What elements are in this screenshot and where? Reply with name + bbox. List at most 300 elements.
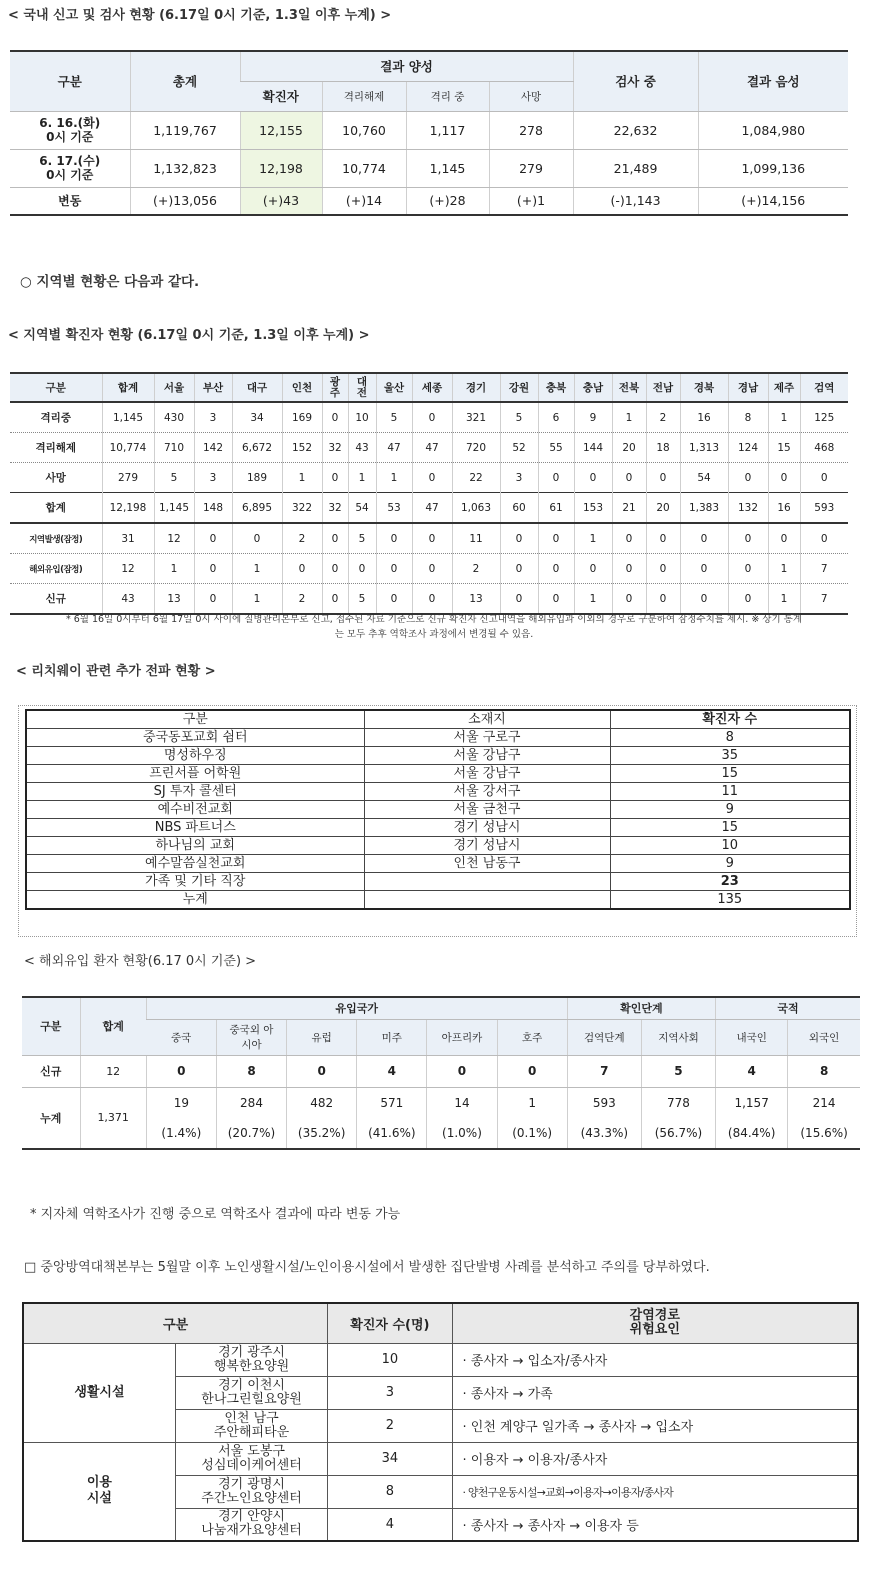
table-row (26, 855, 850, 873)
cell: 0 (612, 463, 646, 493)
cell: 12 (154, 523, 194, 554)
header-total: 합계 (80, 997, 146, 1055)
cell: 0 (768, 523, 800, 554)
cell-cumulative (716, 1087, 788, 1149)
footnote-line2: 는 모두 추후 역학조사 과정에서 변경될 수 있음. (334, 629, 534, 640)
location: 서울 금천구 (364, 801, 610, 819)
row-label: 격리해제 (10, 433, 102, 463)
cell: 0 (768, 463, 800, 493)
cell: 468 (800, 433, 848, 463)
cell: 10 (348, 402, 376, 433)
cell-cumulative (357, 1087, 427, 1149)
section4-caption: < 해외유입 환자 현황(6.17 0시 기준) > (24, 954, 257, 969)
cell: 0 (322, 523, 348, 554)
cell: 16 (768, 493, 800, 524)
facility-region: 서울 도봉구 (218, 1443, 285, 1459)
location: 경기 성남시 (364, 837, 610, 855)
header-region: 합계 (102, 373, 154, 402)
cell: 0 (800, 463, 848, 493)
cum-percent: (0.1%) (512, 1125, 553, 1140)
cell-death: (+)1 (489, 187, 573, 215)
cell: 20 (612, 433, 646, 463)
cell: 54 (348, 493, 376, 524)
infection-route: · 종사자 → 종사자 → 이용자 등 (452, 1508, 858, 1541)
cell-released: 10,760 (322, 111, 406, 149)
table-row (26, 873, 850, 891)
cell: 5 (154, 463, 194, 493)
cell: 5 (641, 1055, 715, 1087)
location: 인천 남동구 (364, 855, 610, 873)
cell: 2 (452, 554, 500, 584)
header-isolating: 격리 중 (406, 81, 489, 111)
header-region: 전북 (612, 373, 646, 402)
cell: 20 (646, 493, 680, 524)
cell: 47 (412, 493, 452, 524)
cell: 0 (800, 523, 848, 554)
case-count: 10 (610, 837, 850, 855)
facility (175, 1508, 327, 1541)
cell: 0 (376, 554, 412, 584)
table-row (10, 554, 848, 584)
table-row (26, 765, 850, 783)
cell: 8 (728, 402, 768, 433)
case-count: 35 (610, 747, 850, 765)
facility (175, 1409, 327, 1442)
cell: 0 (538, 554, 574, 584)
location: 서울 강남구 (364, 765, 610, 783)
table-row (23, 1343, 858, 1376)
row-label: 해외유입(잠정) (10, 554, 102, 584)
cell-negative: 1,084,980 (698, 111, 848, 149)
regional-footnote (14, 612, 854, 642)
cell: 13 (154, 584, 194, 615)
cell: 0 (680, 554, 728, 584)
infection-route: · 종사자 → 입소자/종사자 (452, 1343, 858, 1376)
facility-name: 주안해피타운 (213, 1424, 290, 1440)
cell-death: 279 (489, 149, 573, 187)
header-nationality: 국적 (716, 997, 860, 1019)
infection-route: · 이용자 → 이용자/종사자 (452, 1442, 858, 1475)
cum-percent: (15.6%) (800, 1125, 848, 1140)
cell: 9 (574, 402, 612, 433)
cell-isolating: 1,145 (406, 149, 489, 187)
cell: 0 (728, 554, 768, 584)
cum-percent: (35.2%) (297, 1125, 346, 1140)
row-label: 지역발생(잠정) (10, 523, 102, 554)
cell: 1 (376, 463, 412, 493)
row-label: 신규 (22, 1055, 80, 1087)
cell: 0 (612, 554, 646, 584)
facility-name: 예수비전교회 (26, 801, 364, 819)
cell: 124 (728, 433, 768, 463)
cell-isolating: (+)28 (406, 187, 489, 215)
cell: 1 (612, 402, 646, 433)
cell: 0 (728, 463, 768, 493)
cell: 0 (412, 523, 452, 554)
case-count: 11 (610, 783, 850, 801)
table-row (26, 747, 850, 765)
header-gubun: 구분 (23, 1303, 328, 1343)
cell: 1 (282, 463, 322, 493)
cell: 43 (102, 584, 154, 615)
cell: 144 (574, 433, 612, 463)
location: 서울 구로구 (364, 729, 610, 747)
cell-cumulative (497, 1087, 567, 1149)
facility-region: 경기 광명시 (218, 1476, 285, 1492)
cum-percent: (84.4%) (727, 1125, 776, 1140)
header-sub: 지역사회 (641, 1019, 715, 1055)
facility-region: 경기 광주시 (218, 1344, 285, 1360)
header-gubun: 구분 (10, 51, 130, 111)
cell: 0 (194, 523, 232, 554)
cell: 0 (646, 463, 680, 493)
cell: 34 (232, 402, 282, 433)
cell: 0 (538, 523, 574, 554)
cell: 61 (538, 493, 574, 524)
header-count: 확진자 수(명) (328, 1303, 452, 1343)
richway-table-frame (18, 705, 857, 937)
header-stage: 확인단계 (567, 997, 715, 1019)
cell: 5 (348, 523, 376, 554)
group-label-line: 이용 (86, 1475, 112, 1491)
cell: 0 (146, 1055, 216, 1087)
cum-value: 1 (528, 1095, 536, 1110)
row-label: 합계 (10, 493, 102, 524)
table-row (10, 402, 848, 433)
cell: 0 (376, 584, 412, 615)
facility-name: 하나님의 교회 (26, 837, 364, 855)
cum-percent: (1.4%) (161, 1125, 202, 1140)
infection-route: · 인천 계양구 일가족 → 종사자 → 입소자 (452, 1409, 858, 1442)
cell: 7 (567, 1055, 641, 1087)
cell: 5 (348, 584, 376, 615)
case-count: 8 (328, 1475, 452, 1508)
cum-percent: (41.6%) (368, 1125, 416, 1140)
cell-released: (+)14 (322, 187, 406, 215)
case-count: 2 (328, 1409, 452, 1442)
row-label: 격리중 (10, 402, 102, 433)
infection-route: · 양천구운동시설→교회→이용자→이용자/종사자 (452, 1475, 858, 1508)
cell: 0 (282, 554, 322, 584)
cell: 32 (322, 493, 348, 524)
cell: 0 (322, 554, 348, 584)
cell-testing: 21,489 (573, 149, 698, 187)
cell: 1 (574, 523, 612, 554)
cell: 2 (282, 584, 322, 615)
cell: 169 (282, 402, 322, 433)
cell: 1 (232, 554, 282, 584)
cell: 60 (500, 493, 538, 524)
row-label: 변동 (10, 187, 130, 215)
header-region: 인천 (282, 373, 322, 402)
cell: 0 (287, 1055, 357, 1087)
header-sub: 유럽 (287, 1019, 357, 1055)
cell: 2 (646, 402, 680, 433)
cell: 152 (282, 433, 322, 463)
domestic-test-status-table (10, 50, 848, 216)
cell: 1 (768, 402, 800, 433)
header-positive: 결과 양성 (240, 51, 573, 81)
cell-confirmed: (+)43 (240, 187, 322, 215)
cell: 0 (412, 463, 452, 493)
table-row (26, 837, 850, 855)
cell-cumulative (641, 1087, 715, 1149)
imported-cases-table (22, 996, 860, 1150)
cell: 0 (574, 463, 612, 493)
header-sub: 미주 (357, 1019, 427, 1055)
header-death: 사망 (489, 81, 573, 111)
cell: 430 (154, 402, 194, 433)
cell: 0 (322, 402, 348, 433)
header-sub: 내국인 (716, 1019, 788, 1055)
table-row (10, 493, 848, 524)
cell: 16 (680, 402, 728, 433)
facility-name: 성심데이케어센터 (201, 1457, 302, 1473)
header-confirmed: 확진자 (240, 81, 322, 111)
cum-value: 593 (592, 1095, 616, 1110)
group-label (23, 1442, 175, 1541)
table-row (10, 111, 848, 149)
cell: 2 (282, 523, 322, 554)
cum-value: 14 (454, 1095, 470, 1110)
header-cell: 소재지 (364, 710, 610, 729)
case-count: 10 (328, 1343, 452, 1376)
cell: 0 (500, 584, 538, 615)
header-sub: 중국 (146, 1019, 216, 1055)
cell: 125 (800, 402, 848, 433)
table-row (22, 1055, 860, 1087)
cell: 3 (194, 402, 232, 433)
cell: 0 (412, 584, 452, 615)
header-released: 격리해제 (322, 81, 406, 111)
cell: 0 (322, 463, 348, 493)
cell: 13 (452, 584, 500, 615)
cell: 1 (348, 463, 376, 493)
cell: 1 (232, 584, 282, 615)
cell: 1,063 (452, 493, 500, 524)
cell-total: 1,132,823 (130, 149, 240, 187)
facility-name: 한나그린힐요양원 (201, 1391, 302, 1407)
cell: 10,774 (102, 433, 154, 463)
facility-region: 인천 남구 (224, 1410, 279, 1426)
cell: 593 (800, 493, 848, 524)
infection-route: · 종사자 → 가족 (452, 1376, 858, 1409)
table-row (26, 891, 850, 910)
cell: 22 (452, 463, 500, 493)
header-text: 광주 (329, 375, 341, 399)
table-row (22, 1087, 860, 1149)
cell-released: 10,774 (322, 149, 406, 187)
cell-negative: 1,099,136 (698, 149, 848, 187)
cell: 5 (376, 402, 412, 433)
cell: 0 (612, 584, 646, 615)
cell: 0 (427, 1055, 497, 1087)
imported-footnote: * 지자체 역학조사가 진행 중으로 역학조사 결과에 따라 변동 가능 (30, 1207, 401, 1222)
header-region: 검역 (800, 373, 848, 402)
header-region (322, 373, 348, 402)
header-testing: 검사 중 (573, 51, 698, 111)
cell: 710 (154, 433, 194, 463)
cell: 15 (768, 433, 800, 463)
header-region: 대구 (232, 373, 282, 402)
case-count: 9 (610, 855, 850, 873)
case-count: 15 (610, 819, 850, 837)
header-region: 경북 (680, 373, 728, 402)
cell: 0 (538, 584, 574, 615)
cell: 1,145 (102, 402, 154, 433)
cell: 1,383 (680, 493, 728, 524)
cum-value: 214 (812, 1095, 836, 1110)
cell: 279 (102, 463, 154, 493)
group-label-line: 시설 (86, 1491, 112, 1507)
cell: 1 (154, 554, 194, 584)
cell: 148 (194, 493, 232, 524)
facility-name: 중국동포교회 쉼터 (26, 729, 364, 747)
table-row (10, 584, 848, 615)
section2-caption: < 지역별 확진자 현황 (6.17일 0시 기준, 1.3일 이후 누계) > (8, 328, 370, 343)
header-region: 충남 (574, 373, 612, 402)
facility (175, 1442, 327, 1475)
cell: 6,895 (232, 493, 282, 524)
regional-cases-table (10, 372, 848, 615)
cell-total: 12 (80, 1055, 146, 1087)
cell: 32 (322, 433, 348, 463)
table-row (10, 523, 848, 554)
cell: 1 (768, 584, 800, 615)
cell: 0 (412, 554, 452, 584)
cell: 0 (412, 402, 452, 433)
cell: 3 (194, 463, 232, 493)
cell-cumulative (287, 1087, 357, 1149)
location (364, 891, 610, 910)
cell: 1,145 (154, 493, 194, 524)
cell: 0 (646, 584, 680, 615)
elderly-facility-cluster-table (22, 1302, 859, 1542)
cell-cumulative (788, 1087, 860, 1149)
header-total: 총계 (130, 51, 240, 111)
cum-value: 284 (240, 1095, 263, 1110)
regional-note: ○ 지역별 현황은 다음과 같다. (20, 274, 200, 290)
cell: 0 (194, 584, 232, 615)
table-row (26, 783, 850, 801)
cell-death: 278 (489, 111, 573, 149)
case-count: 4 (328, 1508, 452, 1541)
regional-header-row (10, 373, 848, 402)
location: 서울 강남구 (364, 747, 610, 765)
cell: 21 (612, 493, 646, 524)
cell: 0 (376, 523, 412, 554)
cell: 5 (500, 402, 538, 433)
cell-isolating: 1,117 (406, 111, 489, 149)
facility (175, 1376, 327, 1409)
cell: 0 (500, 554, 538, 584)
cum-value: 482 (310, 1095, 334, 1110)
group-label: 생활시설 (23, 1343, 175, 1442)
cell: 52 (500, 433, 538, 463)
cell: 6 (538, 402, 574, 433)
cell-confirmed: 12,198 (240, 149, 322, 187)
facility-name: SJ 투자 콜센터 (26, 783, 364, 801)
section1-caption: < 국내 신고 및 검사 현황 (6.17일 0시 기준, 1.3일 이후 누계) > (8, 8, 392, 23)
cum-percent: (43.3%) (580, 1125, 629, 1140)
cell: 720 (452, 433, 500, 463)
facility-name: 명성하우징 (26, 747, 364, 765)
cell: 0 (497, 1055, 567, 1087)
table-row (26, 729, 850, 747)
richway-spread-table (25, 709, 851, 910)
header-region (348, 373, 376, 402)
cell: 0 (680, 584, 728, 615)
case-count: 9 (610, 801, 850, 819)
cell: 0 (574, 554, 612, 584)
cell: 153 (574, 493, 612, 524)
cell: 0 (728, 584, 768, 615)
section3-caption: < 리치웨이 관련 추가 전파 현황 > (16, 664, 216, 679)
header-region: 구분 (10, 373, 102, 402)
cum-value: 571 (380, 1095, 404, 1110)
case-count: 135 (610, 891, 850, 910)
cell: 0 (728, 523, 768, 554)
header-region: 세종 (412, 373, 452, 402)
cell: 0 (322, 584, 348, 615)
cell: 322 (282, 493, 322, 524)
cell-testing: 22,632 (573, 111, 698, 149)
cell: 0 (194, 554, 232, 584)
cell-confirmed: 12,155 (240, 111, 322, 149)
facility-name: 나눔재가요양센터 (201, 1523, 302, 1539)
header-region: 충북 (538, 373, 574, 402)
facility-name: 주간노인요양센터 (201, 1490, 302, 1506)
cell: 54 (680, 463, 728, 493)
cell: 31 (102, 523, 154, 554)
cell: 12 (102, 554, 154, 584)
cell: 8 (788, 1055, 860, 1087)
cell-total: 1,371 (80, 1087, 146, 1149)
facility-name: NBS 파트너스 (26, 819, 364, 837)
cell-negative: (+)14,156 (698, 187, 848, 215)
cell-testing: (-)1,143 (573, 187, 698, 215)
cum-percent: (20.7%) (227, 1125, 276, 1140)
facility-name: 행복한요양원 (213, 1358, 290, 1374)
cell: 8 (216, 1055, 286, 1087)
cell: 142 (194, 433, 232, 463)
header-gubun: 구분 (22, 997, 80, 1055)
cell: 53 (376, 493, 412, 524)
cell: 0 (646, 523, 680, 554)
header-region: 울산 (376, 373, 412, 402)
cell-cumulative (216, 1087, 286, 1149)
header-region: 경기 (452, 373, 500, 402)
cell: 7 (800, 584, 848, 615)
row-label: 6. 17.(수) 0시 기준 (10, 149, 130, 187)
header-route: 감염경로 위험요인 (452, 1303, 858, 1343)
facility-name: 프린서플 어학원 (26, 765, 364, 783)
cell: 47 (412, 433, 452, 463)
facility (175, 1343, 327, 1376)
cell: 7 (800, 554, 848, 584)
cell-cumulative (567, 1087, 641, 1149)
cell: 321 (452, 402, 500, 433)
cell: 11 (452, 523, 500, 554)
facility-name: 예수말씀실천교회 (26, 855, 364, 873)
cell: 4 (357, 1055, 427, 1087)
header-cell: 확진자 수 (610, 710, 850, 729)
analysis-note: □ 중앙방역대책본부는 5월말 이후 노인생활시설/노인이용시설에서 발생한 집단발병 사례를 분석하고 주의를 당부하였다. (24, 1260, 710, 1275)
row-label: 6. 16.(화) 0시 기준 (10, 111, 130, 149)
cum-percent: (1.0%) (442, 1125, 482, 1140)
header-sub: 검역단계 (567, 1019, 641, 1055)
cum-value: 778 (667, 1095, 690, 1110)
